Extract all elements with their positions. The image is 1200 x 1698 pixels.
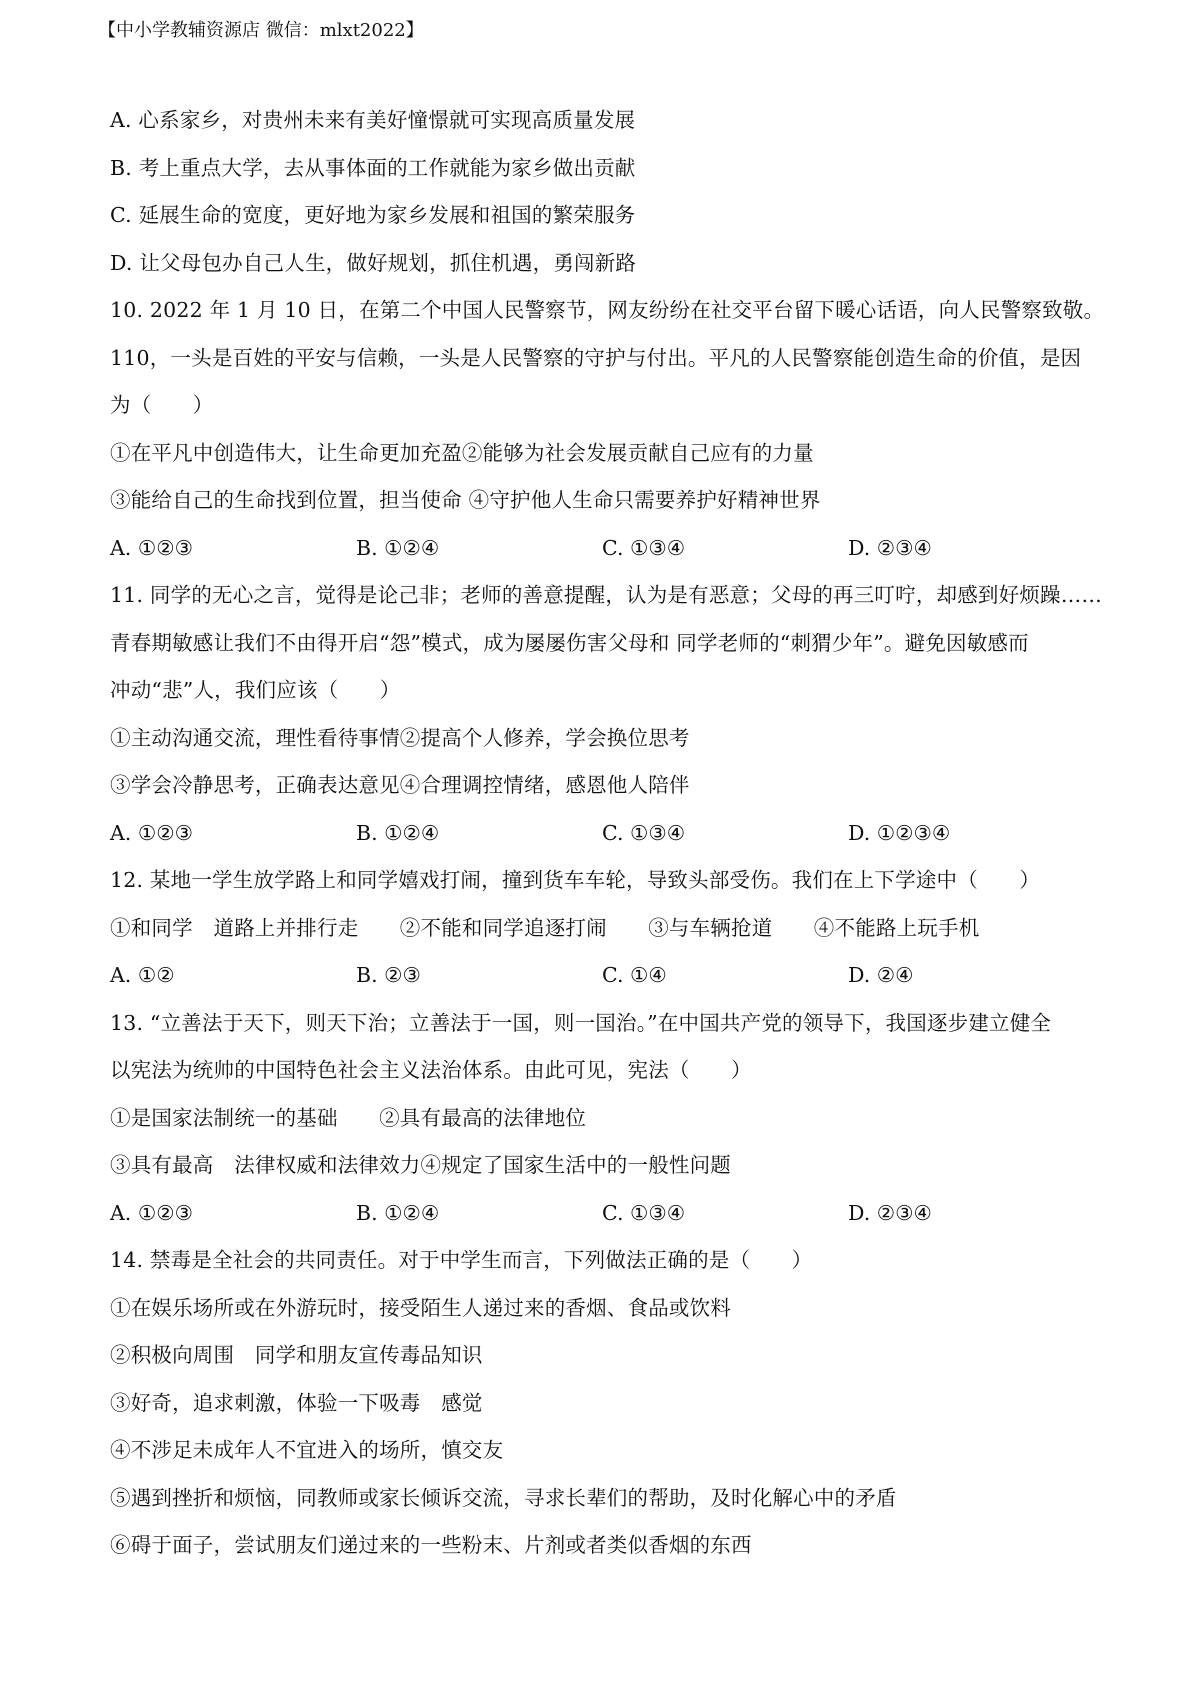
- answer-option: A. ①②③: [110, 1200, 193, 1225]
- question-stem-line: 冲动“悲”人，我们应该（ ）: [110, 678, 401, 702]
- answer-option: C. ①③④: [602, 820, 686, 845]
- statement-line: ③学会冷静思考，正确表达意见④合理调控情绪，感恩他人陪伴: [110, 773, 690, 797]
- option-line: B. 考上重点大学，去从事体面的工作就能为家乡做出贡献: [110, 155, 636, 180]
- statement-line: ①在娱乐场所或在外游玩时，接受陌生人递过来的香烟、食品或饮料: [110, 1295, 731, 1320]
- answer-option: D. ②④: [848, 963, 914, 987]
- statement-line: ④不涉足未成年人不宜进入的场所，慎交友: [110, 1438, 504, 1462]
- answer-option: D. ②③④: [848, 1200, 932, 1225]
- question-stem-line: 为（ ）: [110, 393, 214, 417]
- statement-line: ①主动沟通交流，理性看待事情②提高个人修养，学会换位思考: [110, 725, 690, 750]
- document-body: [110, 97, 1110, 1570]
- answer-option: A. ①②: [110, 963, 175, 987]
- answer-option: D. ①②③④: [848, 820, 951, 845]
- question-12: [110, 857, 1110, 1000]
- answer-options: [110, 952, 1110, 1000]
- question-stem-line: 110，一头是百姓的平安与信赖，一头是人民警察的守护与付出。平凡的人民警察能创造生命的价值，是因: [110, 345, 1082, 370]
- answer-option: B. ①②④: [356, 1200, 440, 1225]
- question-14: [110, 1237, 1110, 1570]
- answer-option: B. ①②④: [356, 535, 440, 560]
- question-stem-line: 13. “立善法于天下，则天下治；立善法于一国，则一国治。”在中国共产党的领导下，我国逐步建立健全: [110, 1010, 1052, 1035]
- question-stem-line: 11. 同学的无心之言，觉得是论己非；老师的善意提醒，认为是有恶意；父母的再三叮咛，却感到好烦躁……: [110, 583, 1103, 607]
- answer-option: A. ①②③: [110, 820, 193, 845]
- question-stem-line: 14. 禁毒是全社会的共同责任。对于中学生而言，下列做法正确的是（ ）: [110, 1248, 813, 1272]
- option-line: C. 延展生命的宽度，更好地为家乡发展和祖国的繁荣服务: [110, 203, 636, 227]
- answer-option: C. ①③④: [602, 535, 686, 560]
- question-11: [110, 572, 1110, 857]
- statement-line: ①和同学 道路上并排行走 ②不能和同学追逐打闹 ③与车辆抢道 ④不能路上玩手机: [110, 915, 980, 940]
- statement-line: ①在平凡中创造伟大，让生命更加充盈②能够为社会发展贡献自己应有的力量: [110, 440, 814, 465]
- answer-option: B. ②③: [356, 963, 421, 987]
- answer-option: D. ②③④: [848, 535, 932, 560]
- answer-option: B. ①②④: [356, 820, 440, 845]
- answer-options: [110, 525, 1110, 573]
- answer-option: A. ①②③: [110, 535, 193, 560]
- statement-line: ③好奇，追求刺激，体验一下吸毒 感觉: [110, 1390, 483, 1415]
- statement-line: ②积极向周围 同学和朋友宣传毒品知识: [110, 1343, 483, 1367]
- statement-line: ①是国家法制统一的基础 ②具有最高的法律地位: [110, 1105, 587, 1130]
- statement-line: ③能给自己的生命找到位置，担当使命 ④守护他人生命只需要养护好精神世界: [110, 488, 821, 512]
- option-line: A. 心系家乡，对贵州未来有美好憧憬就可实现高质量发展: [110, 108, 636, 132]
- statement-line: ⑥碍于面子，尝试朋友们递过来的一些粉末、片剂或者类似香烟的东西: [110, 1533, 752, 1557]
- question-13: [110, 1000, 1110, 1238]
- answer-option: C. ①④: [602, 963, 667, 987]
- answer-options: [110, 810, 1110, 858]
- question-stem-line: 青春期敏感让我们不由得开启“怨”模式，成为屡屡伤害父母和 同学老师的“刺猬少年”。避免因敏感而: [110, 630, 1029, 655]
- question-stem-line: 以宪法为统帅的中国特色社会主义法治体系。由此可见，宪法（ ）: [110, 1058, 752, 1082]
- header-note: 【中小学教辅资源店 微信：mlxt2022】: [98, 20, 424, 41]
- question-stem-line: 10. 2022 年 1 月 10 日，在第二个中国人民警察节，网友纷纷在社交平台留下暖心话语，向人民警察致敬。: [110, 298, 1105, 322]
- option-line: D. 让父母包办自己人生，做好规划，抓住机遇，勇闯新路: [110, 250, 637, 275]
- question-9-options: [110, 97, 1110, 287]
- question-stem-line: 12. 某地一学生放学路上和同学嬉戏打闹，撞到货车车轮，导致头部受伤。我们在上下学途中（ ）: [110, 868, 1041, 892]
- statement-line: ⑤遇到挫折和烦恼，同教师或家长倾诉交流，寻求长辈们的帮助，及时化解心中的矛盾: [110, 1485, 897, 1510]
- answer-option: C. ①③④: [602, 1200, 686, 1225]
- answer-options: [110, 1190, 1110, 1238]
- question-10: [110, 287, 1110, 572]
- statement-line: ③具有最高 法律权威和法律效力④规定了国家生活中的一般性问题: [110, 1153, 731, 1177]
